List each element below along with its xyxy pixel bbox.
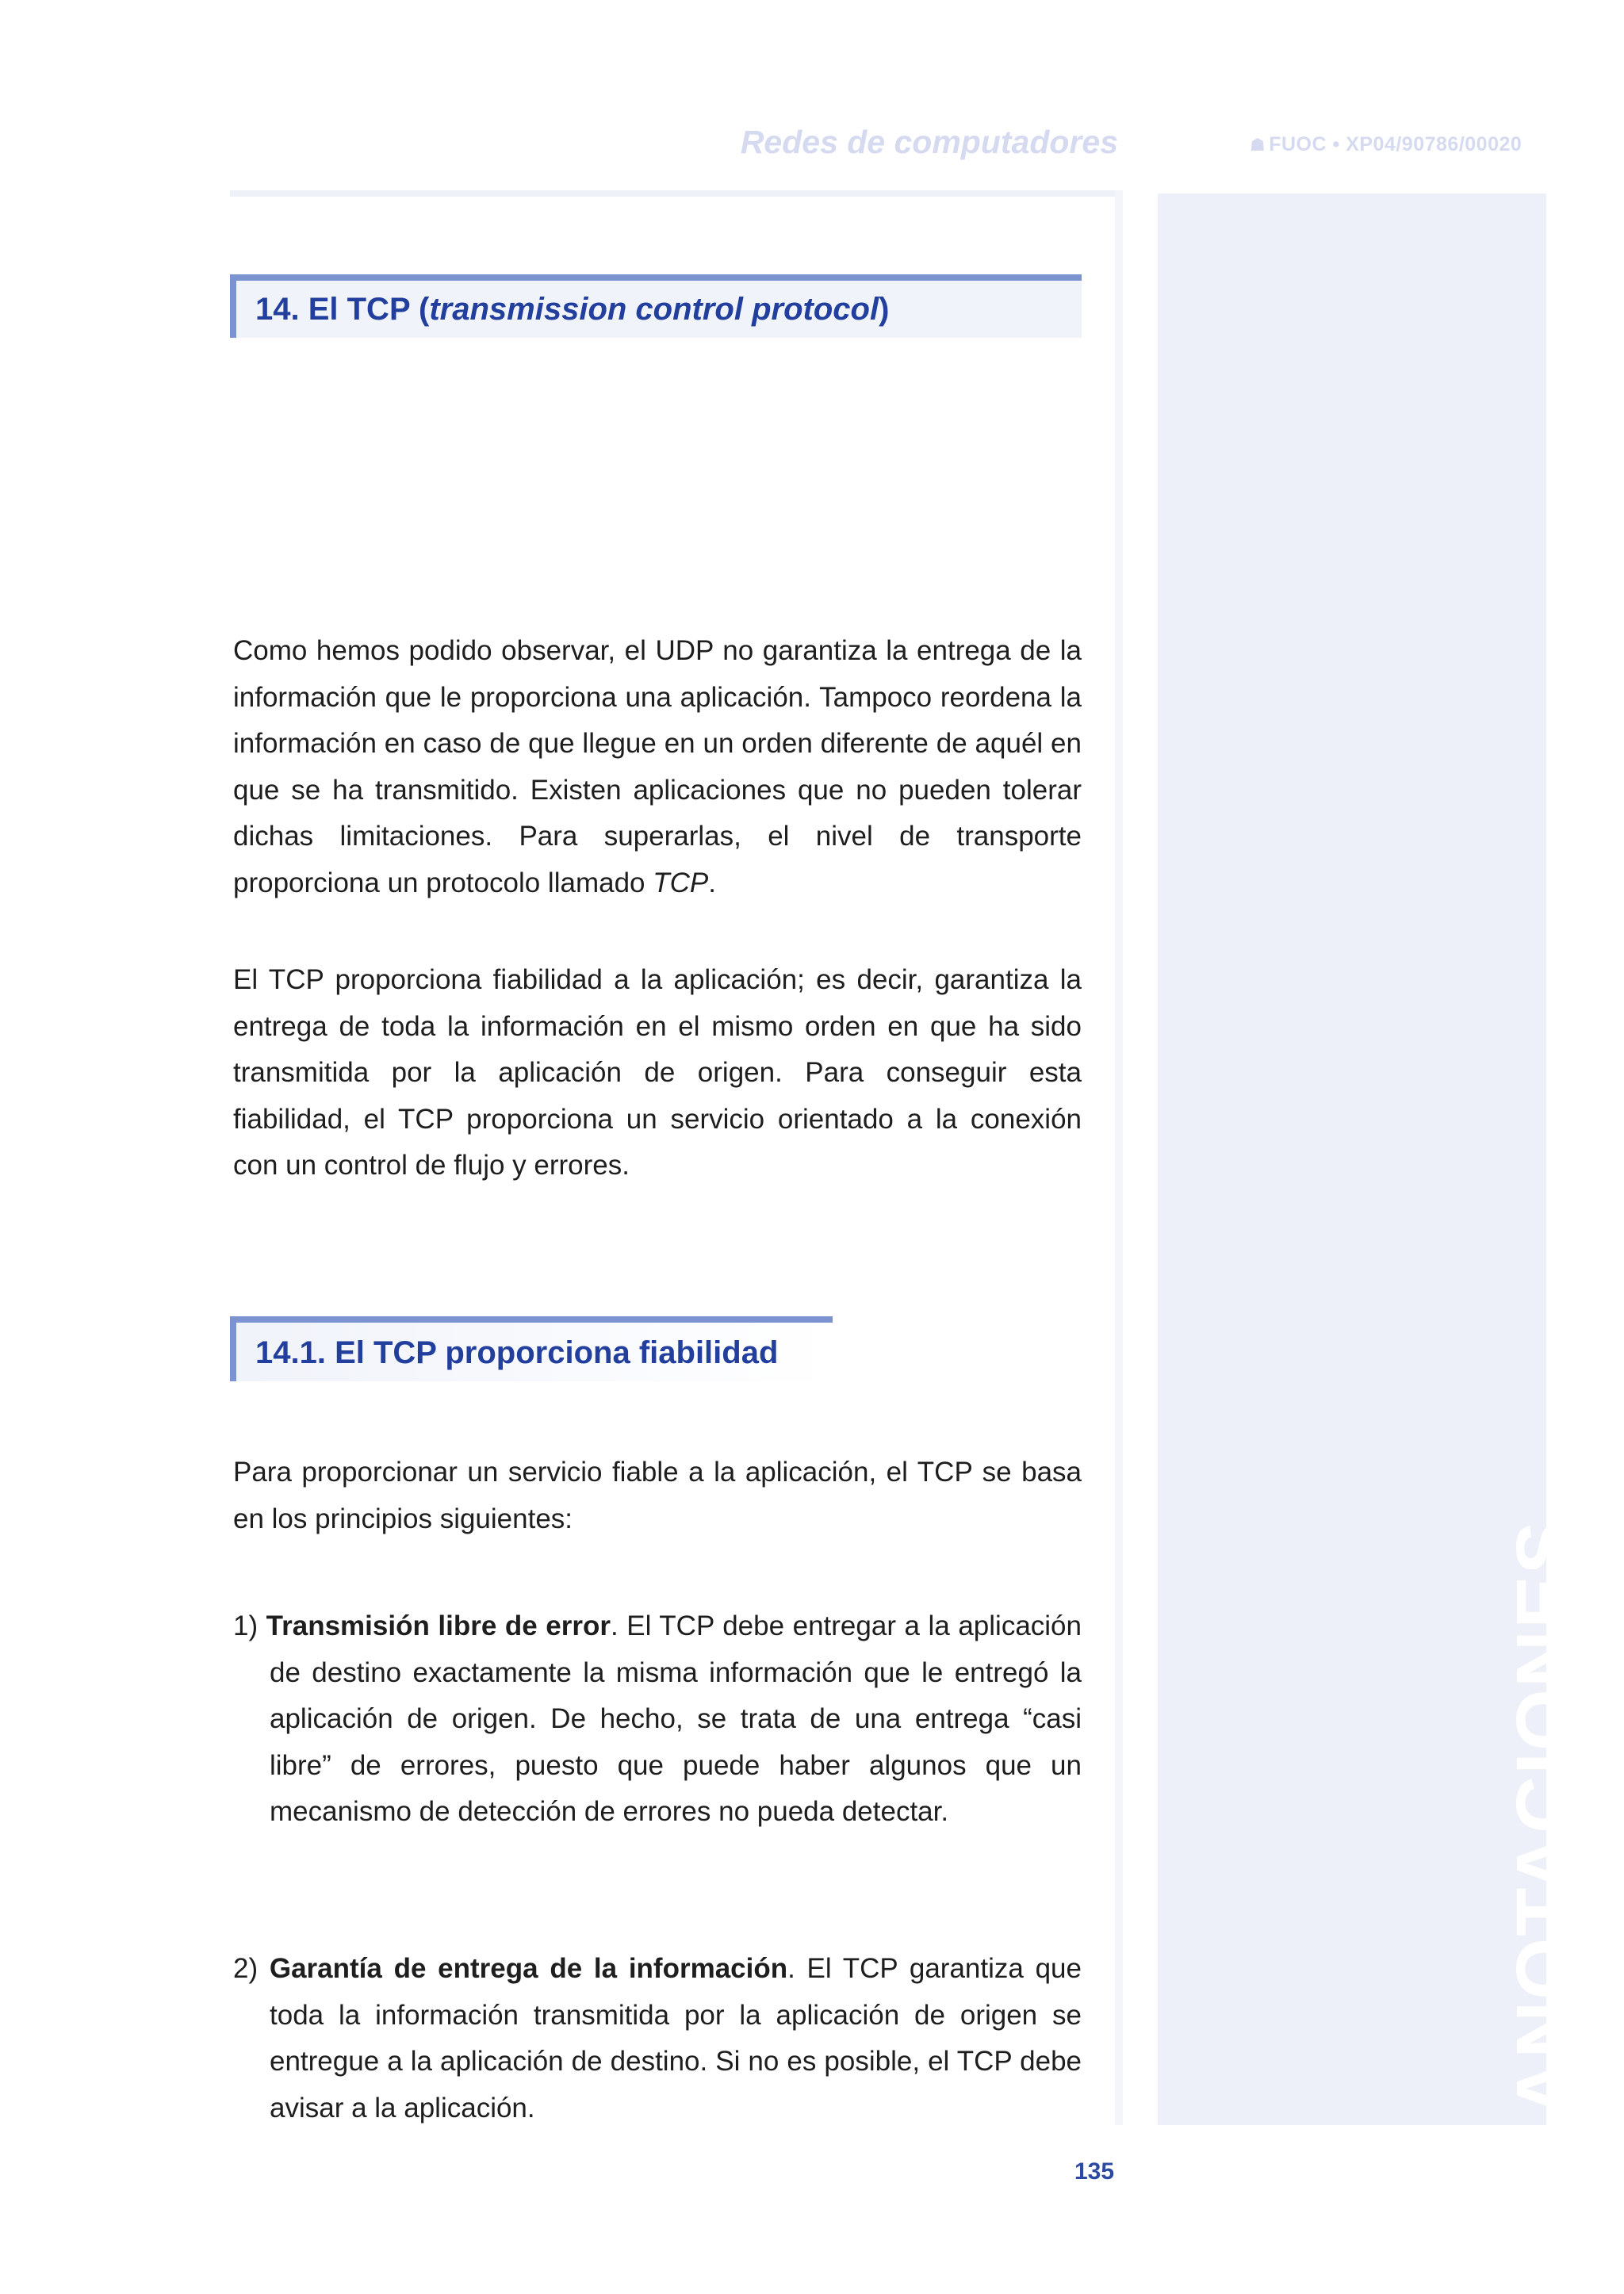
subsection-heading bbox=[230, 1316, 833, 1381]
list-marker: 1) bbox=[233, 1610, 266, 1641]
list-term: Transmisión libre de error bbox=[266, 1610, 611, 1641]
list-item bbox=[233, 1603, 1082, 1836]
list-text: . El TCP debe entregar a la aplicación de destino exactamente la misma información que le entregó la aplicación de origen. De hecho, se trata de una entrega “casi libre” de errores, puesto que puede haber algunos que un mecanismo de detección de errores no pueda detectar. bbox=[270, 1610, 1082, 1828]
paragraph-intro-text: Como hemos podido observar, el UDP no garantiza la entrega de la información que le proporciona una aplicación. Tampoco reordena la información en caso de que llegue en un orden diferente de aquél en que se ha transmitido. Existen aplicaciones que no pueden tolerar dichas limitaciones. Para superarlas, el nivel de transporte proporciona un protocolo llamado bbox=[233, 635, 1082, 898]
list-marker: 2) bbox=[233, 1953, 270, 1984]
paragraph-intro-italic: TCP bbox=[653, 867, 709, 898]
section-heading bbox=[230, 274, 1082, 338]
section-title-italic: transmission control protocol bbox=[429, 292, 879, 327]
paragraph-intro bbox=[233, 628, 1082, 907]
paragraph-tcp-reliability: El TCP proporciona fiabilidad a la aplicación; es decir, garantiza la entrega de toda la información en el mismo orden en que ha sido transmitida por la aplicación de origen. Para conseguir esta fiabilidad, el TCP proporciona un servicio orientado a la conexión con un control de flujo y errores. bbox=[233, 964, 1082, 1181]
section-title-suffix: ) bbox=[879, 292, 890, 327]
list-term: Garantía de entrega de la información bbox=[269, 1953, 788, 1984]
paragraph-intro-end: . bbox=[708, 867, 716, 898]
subsection-title: 14.1. El TCP proporciona fiabilidad bbox=[255, 1335, 779, 1370]
running-header-code bbox=[1250, 133, 1522, 156]
section-title bbox=[255, 292, 889, 327]
page-number: 135 bbox=[1074, 2158, 1115, 2185]
list-text: . El TCP garantiza que toda la información transmitida por la aplicación de origen se entregue a la aplicación de destino. Si no es posible, el TCP debe avisar a la aplicación. bbox=[270, 1953, 1082, 2124]
top-divider bbox=[230, 190, 1123, 197]
annotations-sidebar bbox=[1158, 193, 1546, 2125]
annotations-label: ANOTACIONES bbox=[1500, 1519, 1589, 2117]
list-item bbox=[233, 1946, 1082, 2131]
running-header-title: Redes de computadores bbox=[740, 124, 1118, 160]
column-divider bbox=[1115, 190, 1123, 2125]
section-title-prefix: 14. El TCP ( bbox=[255, 292, 430, 327]
paragraph-principles-intro: Para proporcionar un servicio fiable a la aplicación, el TCP se basa en los principios siguientes: bbox=[233, 1457, 1082, 1534]
document-code: FUOC • XP04/90786/00020 bbox=[1269, 133, 1522, 155]
uoc-logo-icon: ☗ bbox=[1250, 135, 1266, 155]
